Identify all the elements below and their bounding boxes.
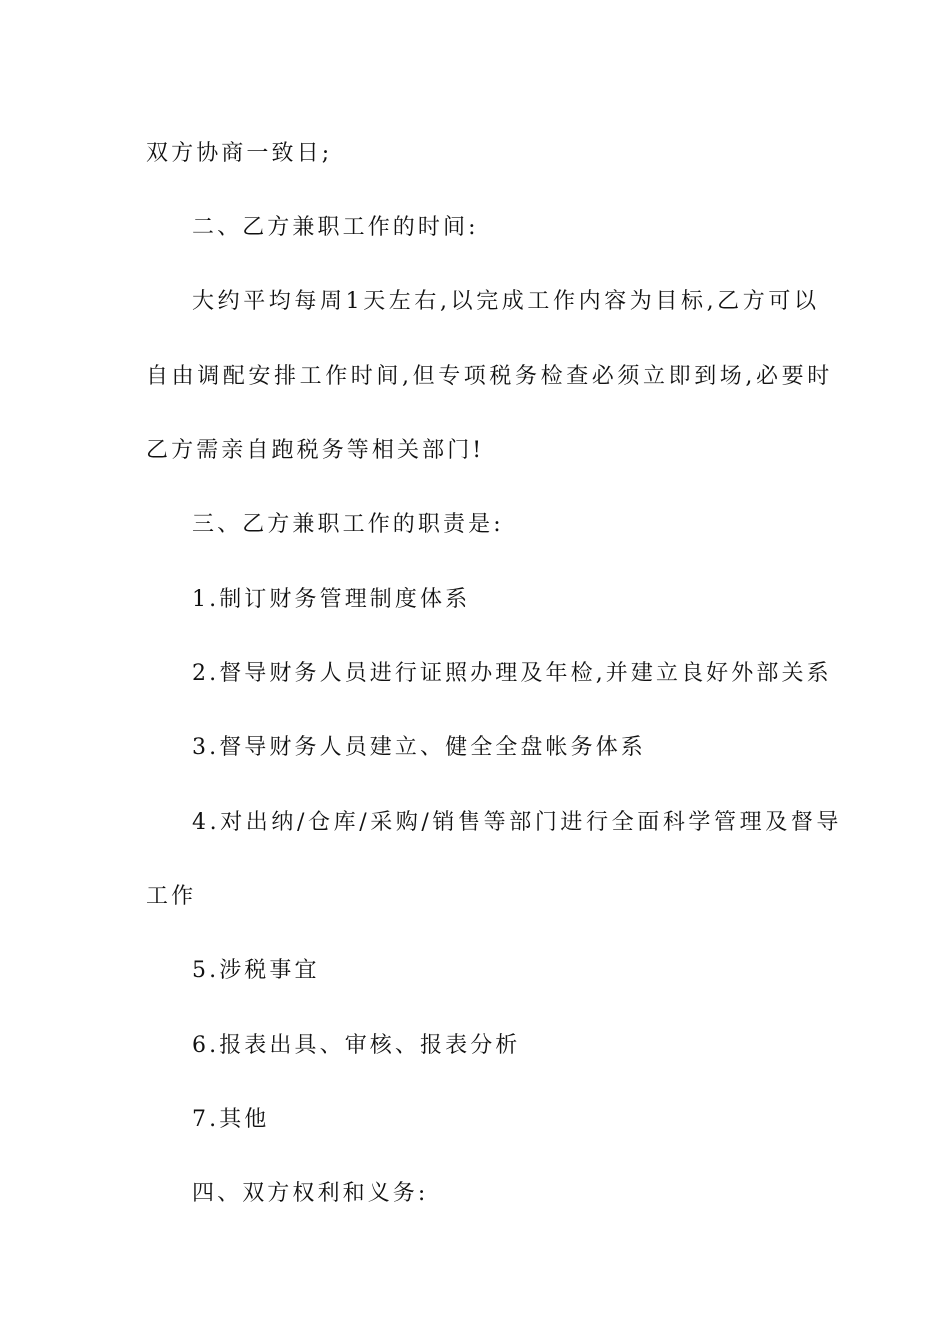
list-item-4-continued: 工作 (146, 884, 197, 909)
list-item-1: 1.制订财务管理制度体系 (192, 587, 471, 612)
list-item-5: 5.涉税事宜 (192, 958, 320, 983)
list-item-3: 3.督导财务人员建立、健全全盘帐务体系 (192, 735, 646, 760)
list-item-7: 7.其他 (192, 1107, 270, 1132)
list-item-4: 4.对出纳/仓库/采购/销售等部门进行全面科学管理及督导 (192, 810, 843, 835)
list-item-2: 2.督导财务人员进行证照办理及年检,并建立良好外部关系 (192, 661, 832, 686)
section-heading-2: 二、乙方兼职工作的时间: (192, 215, 479, 240)
text-line-5: 乙方需亲自跑税务等相关部门! (146, 438, 485, 463)
text-line-4: 自由调配安排工作时间,但专项税务检查必须立即到场,必要时 (146, 364, 833, 389)
list-item-6: 6.报表出具、审核、报表分析 (192, 1033, 521, 1058)
text-line-1: 双方协商一致日; (146, 141, 333, 166)
section-heading-3: 三、乙方兼职工作的职责是: (192, 512, 504, 537)
section-heading-4: 四、双方权利和义务: (192, 1181, 429, 1206)
text-line-3: 大约平均每周1天左右,以完成工作内容为目标,乙方可以 (192, 289, 820, 314)
